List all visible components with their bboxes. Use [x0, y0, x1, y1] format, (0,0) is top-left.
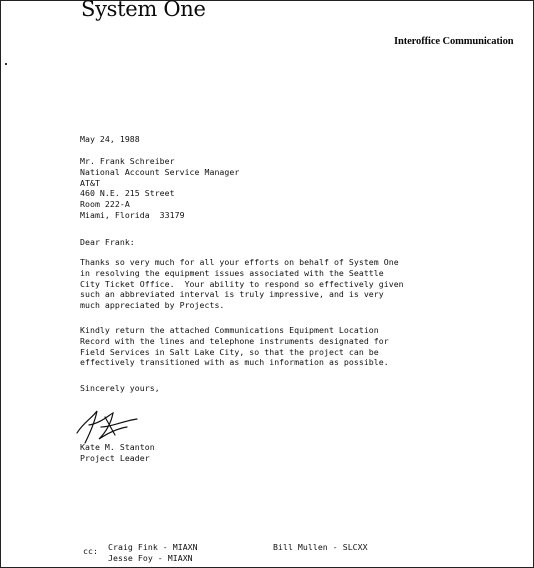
memo-type-label: Interoffice Communication [394, 36, 514, 47]
cc-recipient: Bill Mullen - SLCXX [273, 542, 368, 552]
paragraph-line: Record with the lines and telephone instruments designated for [80, 335, 389, 346]
scan-speck [5, 63, 7, 65]
letter-date: May 24, 1988 [80, 134, 140, 144]
salutation: Dear Frank: [80, 237, 135, 247]
signer-title: Project Leader [80, 453, 150, 463]
paragraph-line: such an abbreviated interval is truly impressive, and is very [80, 289, 384, 300]
signature-block [80, 442, 155, 464]
cc-list-left [108, 542, 198, 563]
paragraph-line: Kindly return the attached Communications Equipment Location [80, 325, 379, 335]
cc-recipient: Jesse Foy - MIAXN [108, 552, 193, 563]
paragraph-line: City Ticket Office. Your ability to respond so effectively given [80, 278, 404, 289]
cc-list-right [273, 542, 368, 552]
address-line: AT&T [80, 177, 100, 188]
address-line: National Account Service Manager [80, 166, 240, 177]
cc-label: cc: [83, 546, 98, 556]
paragraph-line: in resolving the equipment issues associated with the Seattle [80, 267, 384, 278]
company-logo: System One [81, 0, 206, 21]
address-line: Miami, Florida 33179 [80, 209, 185, 220]
paragraph-line: much appreciated by Projects. [80, 300, 225, 311]
paragraph-line: Field Services in Salt Lake City, so that the project can be [80, 346, 379, 357]
closing: Sincerely yours, [80, 383, 160, 393]
recipient-address [80, 156, 239, 221]
cc-recipient: Craig Fink - MIAXN [108, 542, 198, 552]
body-paragraph-1 [80, 257, 404, 311]
signer-name: Kate M. Stanton [80, 442, 155, 452]
body-paragraph-2 [80, 325, 389, 368]
address-line: 460 N.E. 215 Street [80, 188, 175, 199]
address-line: Room 222-A [80, 199, 130, 210]
paragraph-line: effectively transitioned with as much information as possible. [80, 357, 389, 368]
address-line: Mr. Frank Schreiber [80, 156, 175, 166]
paragraph-line: Thanks so very much for all your efforts on behalf of System One [80, 257, 399, 267]
